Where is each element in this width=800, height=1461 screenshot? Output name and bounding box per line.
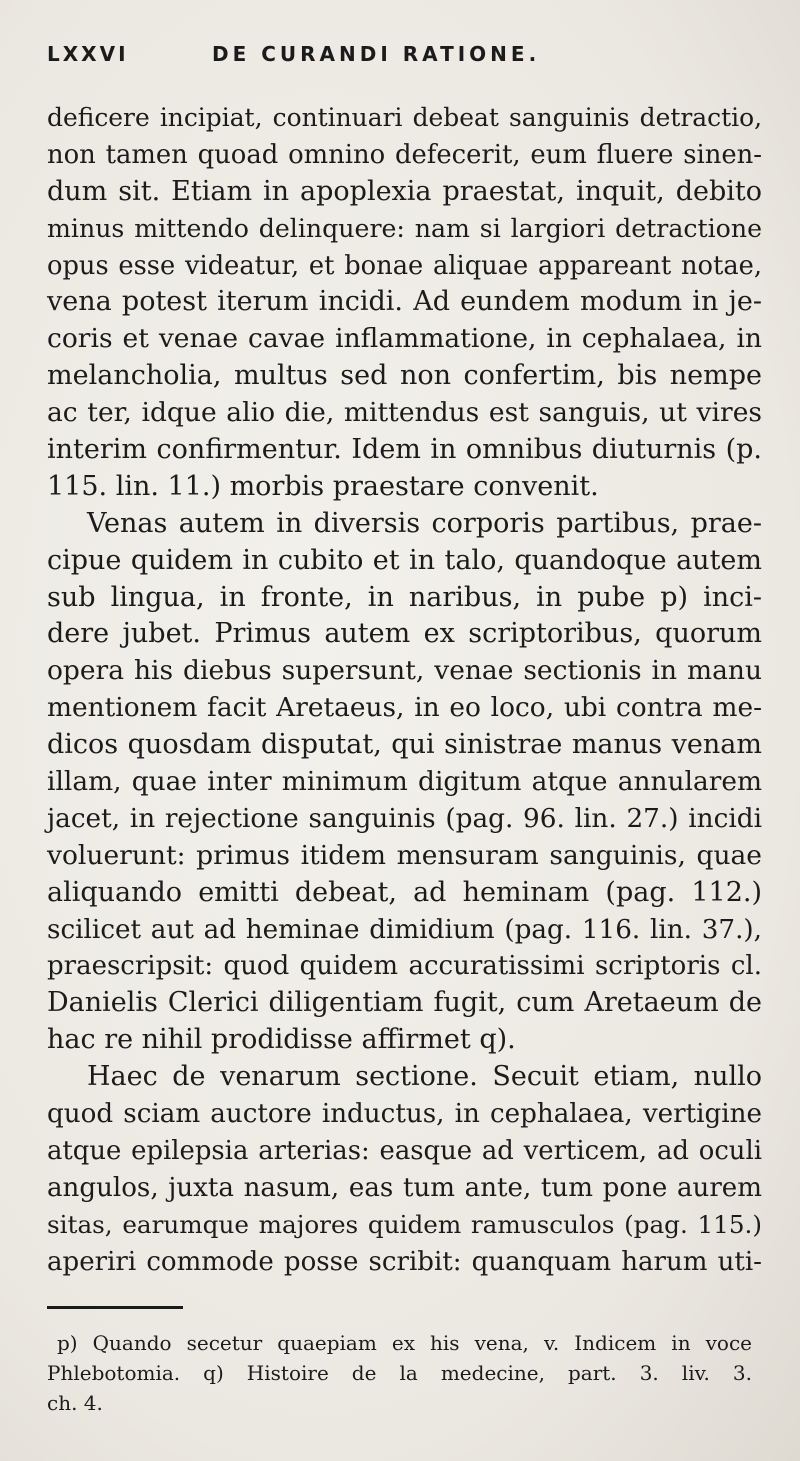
text-line: melancholia, multus sed non confertim, bis nempe [47,360,762,392]
text-line: sub lingua, in fronte, in naribus, in pube p) inci- [47,581,762,613]
text-line: opera his diebus supersunt, venae sectionis in manu [47,655,762,687]
text-line: illam, quae inter minimum digitum atque annularem [47,766,762,798]
footnote-line: Phlebotomia. q) Histoire de la medecine, part. 3. liv. 3. [47,1361,752,1385]
text-line: minus mittendo delinquere: nam si largiori detractione [47,213,762,243]
text-line: interim confirmentur. Idem in omnibus diuturnis (p. [47,434,762,466]
text-line: voluerunt: primus itidem mensuram sanguinis, quae [47,839,762,871]
text-line: hac re nihil prodidisse affirmet q). [47,1024,516,1056]
body-text [47,100,762,1281]
text-line: Danielis Clerici diligentiam fugit, cum Aretaeum de [47,987,762,1019]
text-line: dum sit. Etiam in apoplexia praestat, inquit, debito [47,175,762,207]
footnote-line: p) Quando secetur quaepiam ex his vena, v. Indicem in voce [57,1331,752,1355]
text-line: scilicet aut ad heminae dimidium (pag. 116. lin. 37.), [47,914,762,945]
page-number: LXXVI [47,42,129,66]
text-line: dicos quosdam disputat, qui sinistrae manus venam [47,729,762,761]
paragraph-start-line: Venas autem in diversis corporis partibus, prae- [87,507,762,539]
text-line: atque epilepsia arterias: easque ad verticem, ad oculi [47,1135,762,1166]
text-line: ac ter, idque alio die, mittendus est sanguis, ut vires [47,397,762,429]
text-line: aliquando emitti debeat, ad heminam (pag. 112.) [47,876,762,908]
text-line: opus esse videatur, et bonae aliquae appareant notae, [47,250,762,281]
text-line: coris et venae cavae inflammatione, in cephalaea, in [47,323,762,355]
text-line: 115. lin. 11.) morbis praestare convenit. [47,470,599,502]
footnote-rule [47,1306,183,1309]
text-line: sitas, earumque majores quidem ramusculos (pag. 115.) [47,1209,762,1239]
text-line: vena potest iterum incidi. Ad eundem modum in je- [47,286,762,318]
text-line: aperiri commode posse scribit: quanquam harum uti- [47,1246,762,1277]
text-line: jacet, in rejectione sanguinis (pag. 96. lin. 27.) incidi [47,803,762,834]
text-line: non tamen quoad omnino defecerit, eum fluere sinen- [47,139,762,170]
footnotes [47,1328,752,1418]
running-header [47,42,757,72]
running-title: DE CURANDI RATIONE. [212,42,541,66]
text-line: cipue quidem in cubito et in talo, quandoque autem [47,544,762,576]
text-line: mentionem facit Aretaeus, in eo loco, ubi contra me- [47,692,762,724]
text-line: angulos, juxta nasum, eas tum ante, tum pone aurem [47,1172,762,1203]
text-line: deficere incipiat, continuari debeat sanguinis detractio, [47,103,762,132]
text-line: quod sciam auctore inductus, in cephalaea, vertigine [47,1099,762,1130]
text-line: praescripsit: quod quidem accuratissimi scriptoris cl. [47,951,762,982]
text-line: dere jubet. Primus autem ex scriptoribus, quorum [47,618,762,650]
paragraph-start-line: Haec de venarum sectione. Secuit etiam, nullo [87,1061,762,1093]
footnote-line: ch. 4. [47,1391,103,1415]
